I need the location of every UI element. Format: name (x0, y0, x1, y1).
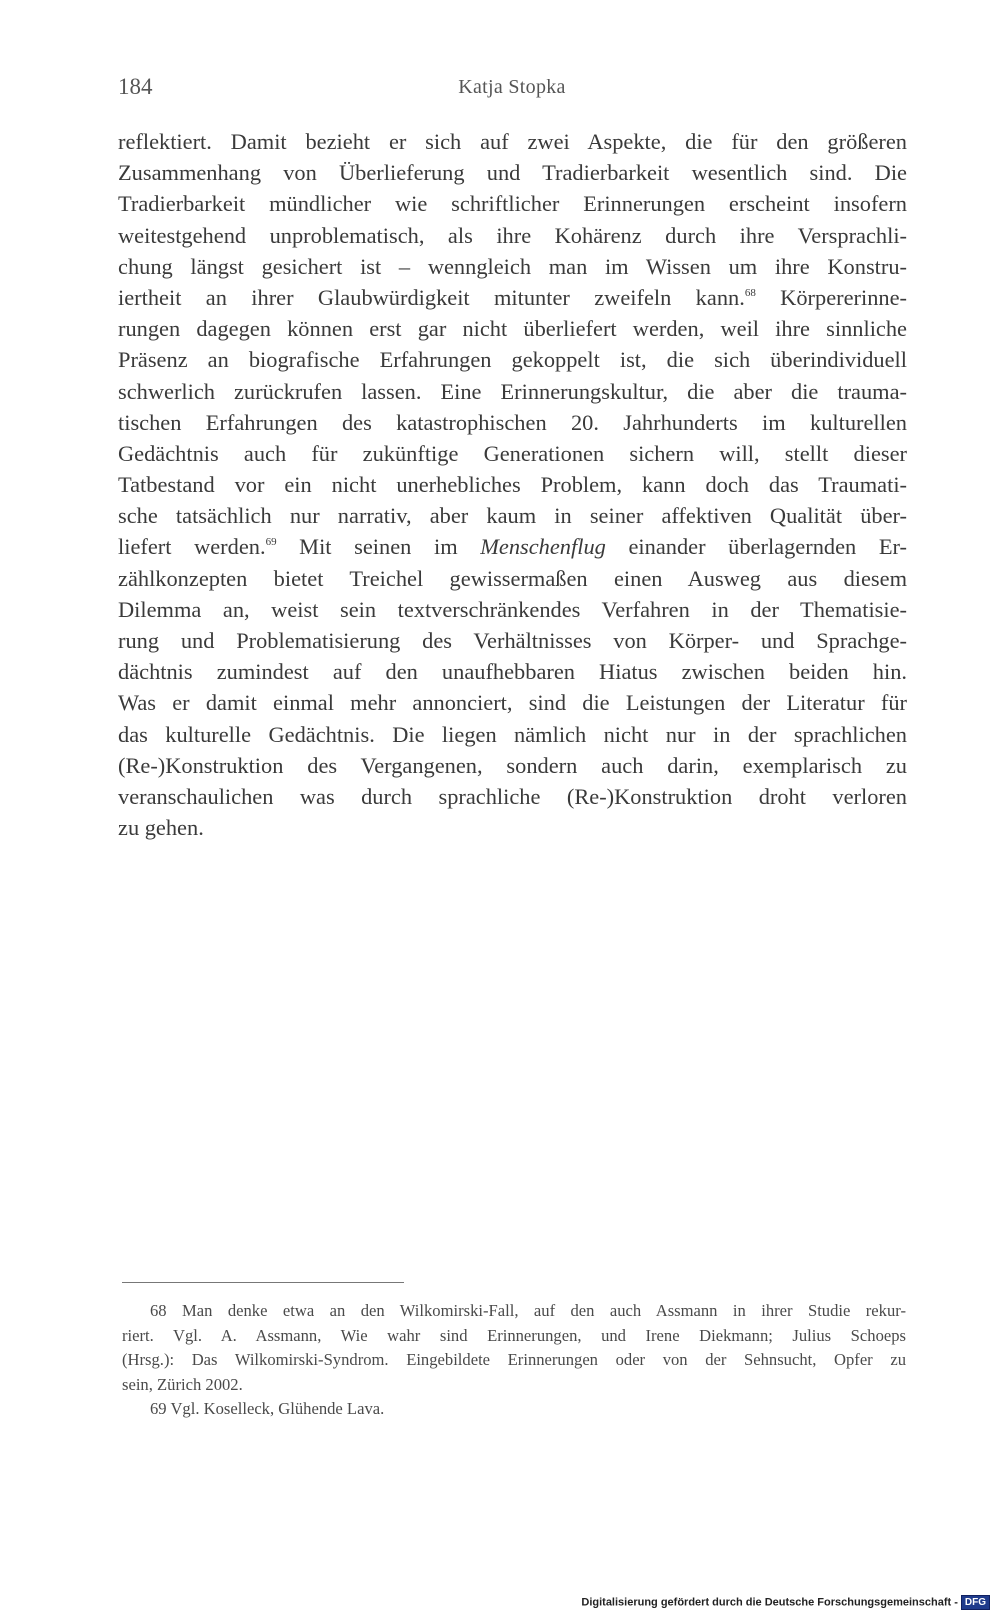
footnote-68-line: (Hrsg.): Das Wilkomirski-Syndrom. Eingebildete Erinnerungen oder von der Sehnsucht, Opfer zu (122, 1350, 906, 1369)
text-line: chung längst gesichert ist – wenngleich man im Wissen um ihre Konstru- (118, 253, 907, 279)
text-segment: Körpererinne- (755, 284, 907, 310)
text-segment: Mit seinen im (276, 534, 481, 560)
text-line: Was er damit einmal mehr annonciert, sind die Leistungen der Literatur für (118, 690, 907, 716)
text-line: dächtnis zumindest auf den unaufhebbaren Hiatus zwischen beiden hin. (118, 659, 907, 685)
text-line: veranschaulichen was durch sprachliche (Re-)Konstruktion droht verloren (118, 783, 907, 809)
footnotes (122, 1299, 906, 1422)
text-line: rungen dagegen können erst gar nicht überliefert werden, weil ihre sinnliche (118, 316, 907, 342)
footnote-68-line: 68 Man denke etwa an den Wilkomirski-Fall, auf den auch Assmann in ihrer Studie rekur- (150, 1301, 906, 1320)
page-header (118, 74, 906, 110)
text-line: tischen Erfahrungen des katastrophischen 20. Jahrhunderts im kulturellen (118, 409, 907, 435)
text-line: reflektiert. Damit bezieht er sich auf zwei Aspekte, die für den größeren (118, 129, 907, 154)
text-line: Gedächtnis auch für zukünftige Generationen sichern will, stellt dieser (118, 440, 907, 466)
text-line (118, 282, 907, 313)
text-line: das kulturelle Gedächtnis. Die liegen nämlich nicht nur in der sprachlichen (118, 721, 907, 747)
text-line: zählkonzepten bietet Treichel gewissermaßen einen Ausweg aus diesem (118, 565, 907, 591)
text-line: schwerlich zurückrufen lassen. Eine Erinnerungskultur, die aber die trauma- (118, 378, 907, 404)
text-line: rung und Problematisierung des Verhältnisses von Körper- und Sprachge- (118, 628, 907, 653)
footnote-69: 69 Vgl. Koselleck, Glühende Lava. (150, 1399, 385, 1418)
text-line: sche tatsächlich nur narrativ, aber kaum in seiner affektiven Qualität über- (118, 503, 907, 529)
footnote-68-line: riert. Vgl. A. Assmann, Wie wahr sind Erinnerungen, und Irene Diekmann; Julius Schoeps (122, 1325, 906, 1345)
text-line: zu gehen. (118, 815, 204, 841)
text-line: Tradierbarkeit mündlicher wie schriftlicher Erinnerungen erscheint insofern (118, 191, 907, 217)
footnote-68-line: sein, Zürich 2002. (122, 1374, 243, 1394)
footnote-separator (122, 1282, 404, 1283)
body-text (118, 126, 907, 843)
text-line: Präsenz an biografische Erfahrungen gekoppelt ist, die sich überindividuell (118, 347, 907, 373)
text-line: (Re-)Konstruktion des Vergangenen, sondern auch darin, exemplarisch zu (118, 752, 907, 778)
dfg-logo: DFG (961, 1595, 990, 1610)
digitization-credit (581, 1595, 990, 1610)
text-line: weitestgehend unproblematisch, als ihre Kohärenz durch ihre Versprachli- (118, 222, 907, 248)
text-line: Dilemma an, weist sein textverschränkendes Verfahren in der Thematisie- (118, 596, 907, 622)
text-segment: liefert werden. (118, 534, 266, 560)
credit-text: Digitalisierung gefördert durch die Deutsche Forschungsgemeinschaft - (581, 1596, 958, 1609)
running-head: Katja Stopka (458, 76, 566, 98)
text-line (118, 531, 907, 562)
footnote-ref-69[interactable]: 69 (265, 536, 277, 549)
text-line: Tatbestand vor ein nicht unerhebliches Problem, kann doch das Traumati- (118, 472, 907, 498)
text-segment: einander überlagernden Er- (605, 534, 907, 560)
book-title: Menschenflug (480, 534, 606, 560)
text-line: Zusammenhang von Überlieferung und Tradierbarkeit wesentlich sind. Die (118, 160, 907, 186)
page-number: 184 (118, 74, 153, 99)
footnote-ref-68[interactable]: 68 (744, 286, 756, 299)
text-segment: iertheit an ihrer Glaubwürdigkeit mitunter zweifeln kann. (118, 284, 745, 310)
